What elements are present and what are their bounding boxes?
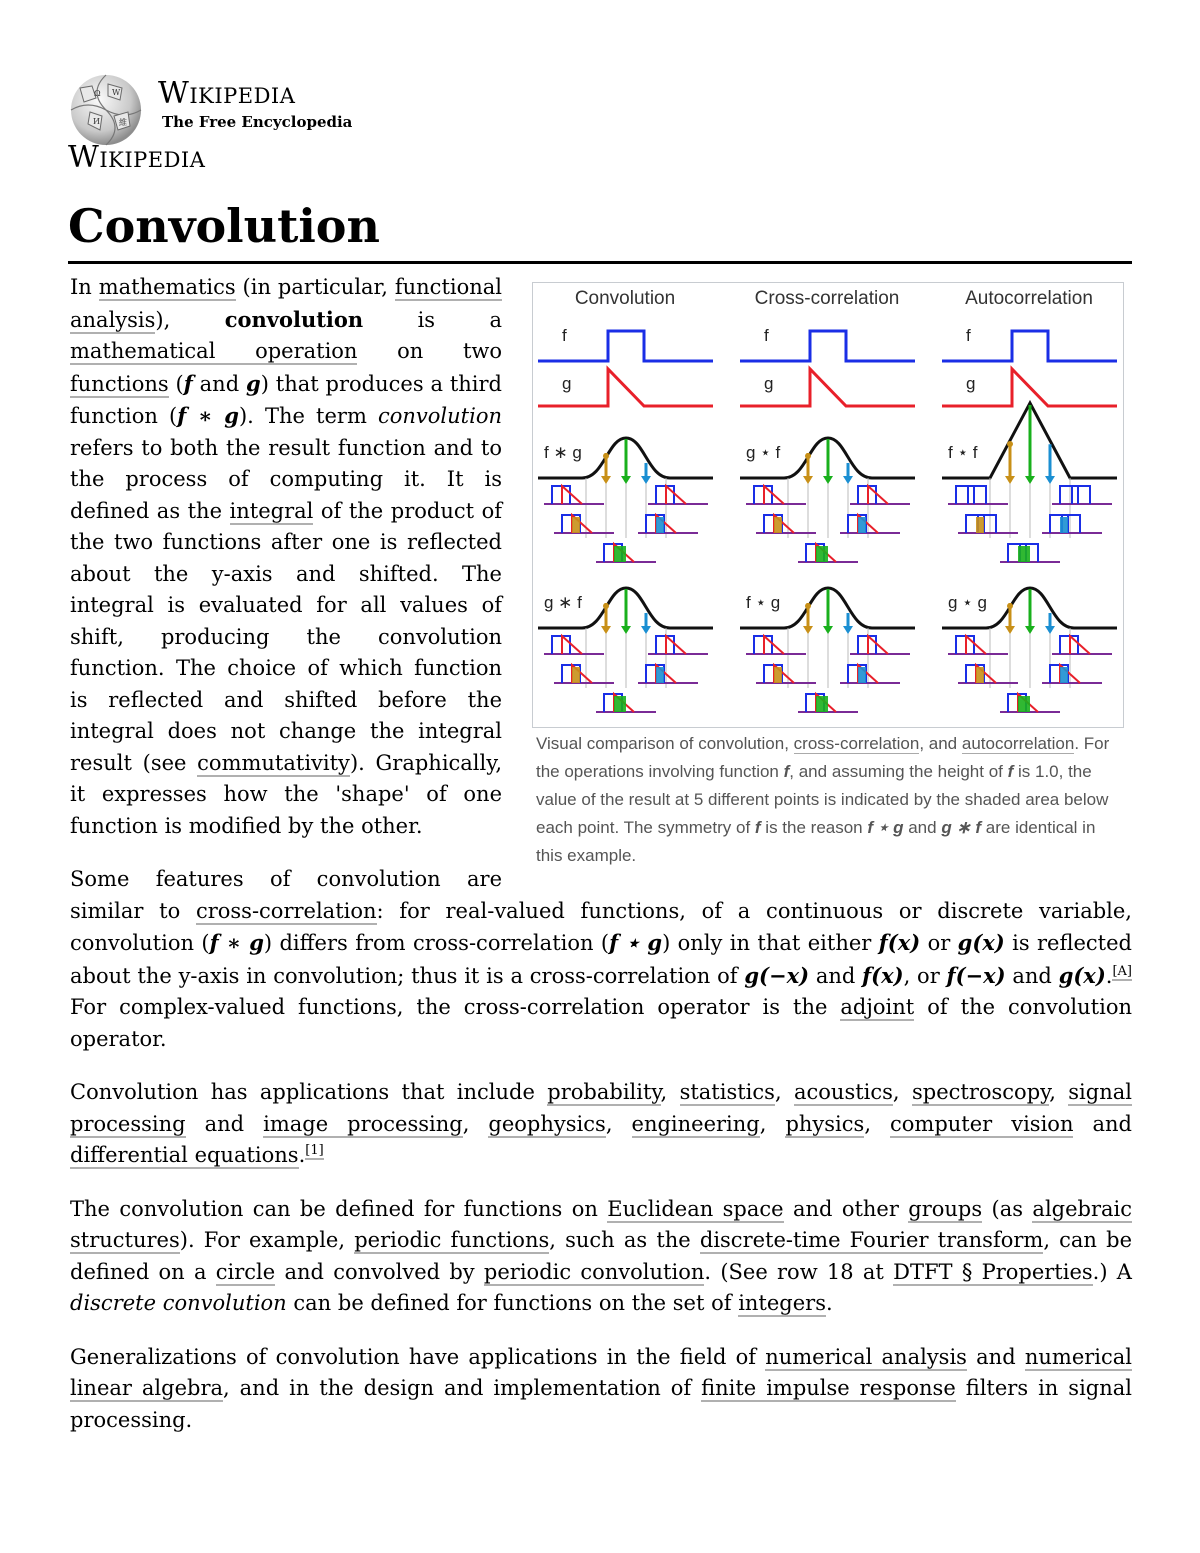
figure-frame[interactable]: [532, 282, 1124, 728]
arrow-head: [1045, 476, 1055, 484]
overlap-area: [614, 696, 626, 712]
column-header-cross-correlation: Cross-correlation: [754, 288, 900, 309]
arrow-head: [1005, 626, 1015, 634]
result-label: f ∗ g: [544, 443, 582, 462]
link-integral[interactable]: integral: [229, 498, 314, 523]
arrow-head: [621, 476, 631, 484]
math-f-conv-g: f ∗ g: [177, 403, 239, 428]
link-signal-processing[interactable]: signal processing: [70, 1080, 1132, 1136]
mini-pulse-shifted: [968, 486, 986, 504]
math-f-star-g: f ⋆ g: [609, 930, 663, 955]
paragraph-applications: Convolution has applications that include probability, statistics, acoustics, spectroscopy, signal processing and image processing, geophysics, engineering, physics, computer vision and differential equations.[1]: [70, 1080, 1132, 1167]
link-autocorrelation[interactable]: autocorrelation: [961, 734, 1075, 753]
value-dot: [805, 453, 811, 459]
paragraph-groups: The convolution can be defined for functions on Euclidean space and other groups (as algebraic structures). For example, periodic functions, such as the discrete-time Fourier transform, can be defined on a circle and convolved by periodic convolution. (See row 18 at DTFT § Properties.) A discrete convolution can be defined for functions on the set of integers.: [70, 1196, 1133, 1315]
math-g-of-x: g(x): [957, 930, 1005, 955]
overlap-area: [816, 696, 828, 712]
arrow-head: [601, 626, 611, 634]
overlap-area: [1018, 696, 1030, 712]
link-computer-vision[interactable]: computer vision: [890, 1111, 1074, 1136]
link-numerical-analysis[interactable]: numerical analysis: [765, 1344, 967, 1369]
overlap-area: [858, 517, 866, 533]
arrow-head: [823, 626, 833, 634]
link-groups[interactable]: groups: [908, 1196, 983, 1221]
result-label: g ⋆ g: [948, 593, 987, 612]
arrow-head: [641, 476, 651, 484]
paragraph-cross-correlation: Some features of convolution are similar to cross-correlation: for real-valued functions, of a continuous or discrete variable, convolution (f ∗ g) differs from cross-correlation (f ⋆ g) only in that either f(x) or g(x) is reflected about the y-axis in convolution; thus it is a cross-correlation of g(−x) and f(x), or f(−x) and g(x).[A] For complex-valued functions, the cross-correlation operator is the adjoint of the convolution operator.: [70, 867, 1132, 1051]
link-functions[interactable]: functions: [70, 371, 169, 396]
paragraph-intro: In mathematics (in particular, functional analysis), convolution is a mathematical operation on two functions (f and g) that produces a third function (f ∗ g). The term convolution refers to both the result function and to the process of computing it. It is defined as the integral of the product of the two functions after one is reflected about the y-axis and shifted. The integral is evaluated for all values of shift, producing the convolution function. The choice of which function is reflected and shifted before the integral does not change the integral result (see commutativity). Graphically, it expresses how the 'shape' of one function is modified by the other.: [70, 275, 503, 838]
link-mathematical-operation[interactable]: mathematical operation: [70, 339, 358, 363]
g-label: g: [966, 374, 976, 393]
overlap-area: [816, 546, 828, 562]
overlap-area: [858, 667, 866, 683]
link-adjoint[interactable]: adjoint: [840, 995, 915, 1019]
term-convolution-italic: convolution: [378, 404, 503, 428]
wikipedia-globe-logo[interactable]: [68, 72, 144, 148]
mini-ramp: [666, 486, 686, 504]
convolution-comparison-diagram: [533, 283, 1123, 727]
f-label: f: [966, 326, 971, 345]
arrow-head: [1005, 476, 1015, 484]
reference-1[interactable]: [1]: [305, 1143, 324, 1158]
mini-ramp: [666, 636, 686, 654]
mini-ramp: [764, 486, 784, 504]
link-dtft-properties[interactable]: DTFT § Properties: [893, 1259, 1093, 1284]
math-g-conv-f: g ∗ f: [941, 818, 982, 837]
overlap-area: [976, 517, 984, 533]
value-dot: [603, 603, 609, 609]
arrow-head: [1025, 476, 1035, 484]
link-dtft[interactable]: discrete-time Fourier transform: [699, 1228, 1044, 1252]
link-algebraic-structures[interactable]: algebraic structures: [70, 1196, 1133, 1252]
column-header-autocorrelation: Autocorrelation: [965, 288, 1093, 309]
caption-text: and: [903, 818, 942, 837]
link-physics[interactable]: physics: [785, 1111, 865, 1136]
overlap-area: [774, 517, 782, 533]
link-functional-analysis[interactable]: functional analysis: [70, 275, 503, 332]
arrow-head: [803, 476, 813, 484]
link-differential-equations[interactable]: differential equations: [70, 1143, 299, 1167]
link-spectroscopy[interactable]: spectroscopy: [911, 1080, 1050, 1104]
caption-text: are identical in this example.: [536, 818, 1096, 865]
math-g: g: [246, 370, 261, 396]
link-acoustics[interactable]: acoustics: [794, 1080, 893, 1104]
value-dot: [1007, 603, 1013, 609]
math-f-star-g: f ⋆ g: [867, 818, 904, 837]
f-label: f: [764, 326, 769, 345]
math-f-of-x: f(x): [878, 930, 921, 955]
mini-ramp: [868, 636, 888, 654]
math-f-of-x: f(x): [862, 962, 904, 988]
math-f: f: [183, 370, 193, 396]
title-divider: [68, 261, 1132, 264]
arrow-head: [641, 626, 651, 634]
link-periodic-functions[interactable]: periodic functions: [354, 1228, 550, 1252]
mini-ramp: [764, 636, 784, 654]
link-euclidean-space[interactable]: Euclidean space: [607, 1196, 784, 1221]
g-label: g: [764, 374, 774, 393]
math-f: f: [1007, 762, 1014, 781]
link-commutativity[interactable]: commutativity: [197, 750, 350, 775]
wikipedia-tagline: The Free Encyclopedia: [162, 113, 353, 131]
caption-text: is 1.0, the value of the result at 5 different points is indicated by the shaded area below each point. The symmetry of: [536, 762, 1109, 837]
mini-ramp: [966, 636, 986, 654]
wikipedia-wordmark-small[interactable]: Wikipedia: [68, 140, 206, 175]
link-geophysics[interactable]: geophysics: [488, 1111, 606, 1136]
term-discrete-convolution: discrete convolution: [70, 1291, 287, 1315]
overlap-area: [572, 517, 580, 533]
math-f-of-minus-x: f(−x): [946, 962, 1006, 988]
svg-text:И: И: [93, 117, 100, 126]
result-label: f ⋆ g: [746, 593, 781, 612]
link-integers[interactable]: integers: [738, 1291, 826, 1315]
link-cross-correlation[interactable]: cross-correlation: [793, 734, 920, 753]
arrow-head: [843, 626, 853, 634]
article-body: [70, 272, 1132, 1458]
link-statistics[interactable]: statistics: [679, 1080, 775, 1104]
link-finite-impulse-response[interactable]: finite impulse response: [701, 1376, 956, 1400]
caption-text: , and: [919, 734, 962, 753]
page-title: Convolution: [68, 199, 380, 253]
arrow-head: [843, 476, 853, 484]
svg-text:Ω: Ω: [94, 89, 101, 98]
result-label: f ⋆ f: [948, 443, 978, 462]
link-image-processing[interactable]: image processing: [263, 1111, 463, 1136]
caption-text: is the reason: [760, 818, 868, 837]
value-dot: [1007, 441, 1013, 447]
link-periodic-convolution[interactable]: periodic convolution: [483, 1259, 705, 1284]
math-f-conv-g: f ∗ g: [209, 930, 264, 955]
overlap-area: [1060, 667, 1068, 683]
link-probability[interactable]: probability: [547, 1080, 661, 1104]
math-g-of-x: g(x): [1058, 962, 1106, 988]
result-label: g ⋆ f: [746, 443, 781, 462]
mini-ramp: [562, 636, 582, 654]
math-f: f: [783, 762, 790, 781]
overlap-area: [572, 667, 580, 683]
arrow-head: [1025, 626, 1035, 634]
wikipedia-wordmark[interactable]: Wikipedia: [158, 76, 296, 111]
link-numerical-linear-algebra[interactable]: numerical linear algebra: [70, 1344, 1133, 1400]
mini-ramp: [1070, 636, 1090, 654]
overlap-area: [976, 667, 984, 683]
value-dot: [805, 603, 811, 609]
column-header-convolution: Convolution: [574, 288, 676, 309]
figure-caption: [536, 730, 1126, 870]
mini-pulse: [956, 486, 974, 504]
term-convolution: convolution: [224, 306, 364, 332]
math-f: f: [754, 818, 761, 837]
link-mathematics[interactable]: mathematics: [98, 275, 236, 299]
f-label: f: [562, 326, 567, 345]
link-cross-correlation[interactable]: cross-correlation: [195, 898, 377, 923]
caption-text: Visual comparison of convolution,: [536, 734, 794, 753]
mini-ramp: [868, 486, 888, 504]
caption-text: . For the operations involving function: [536, 734, 1110, 781]
comparison-figure: [532, 282, 1132, 870]
paragraph-generalizations: Generalizations of convolution have applications in the field of numerical analysis and numerical linear algebra, and in the design and implementation of finite impulse response filters in signal processing.: [70, 1344, 1133, 1432]
arrow-head: [823, 476, 833, 484]
value-dot: [603, 453, 609, 459]
overlap-area: [614, 546, 626, 562]
reference-note-a[interactable]: [A]: [1112, 963, 1132, 979]
mini-ramp: [562, 486, 582, 504]
overlap-area: [1018, 546, 1030, 562]
link-circle[interactable]: circle: [215, 1259, 276, 1284]
mini-pulse-shifted: [1072, 486, 1090, 504]
arrow-head: [1045, 626, 1055, 634]
svg-text:維: 維: [119, 118, 127, 127]
arrow-head: [621, 626, 631, 634]
mini-pulse: [1060, 486, 1078, 504]
arrow-head: [601, 476, 611, 484]
caption-text: , and assuming the height of: [789, 762, 1008, 781]
result-label: g ∗ f: [544, 593, 582, 612]
g-label: g: [562, 374, 572, 393]
arrow-head: [803, 626, 813, 634]
svg-text:W: W: [112, 88, 121, 97]
overlap-area: [1060, 517, 1068, 533]
overlap-area: [656, 667, 664, 683]
overlap-area: [656, 517, 664, 533]
link-engineering[interactable]: engineering: [631, 1111, 760, 1136]
overlap-area: [774, 667, 782, 683]
math-g-of-minus-x: g(−x): [744, 962, 810, 988]
